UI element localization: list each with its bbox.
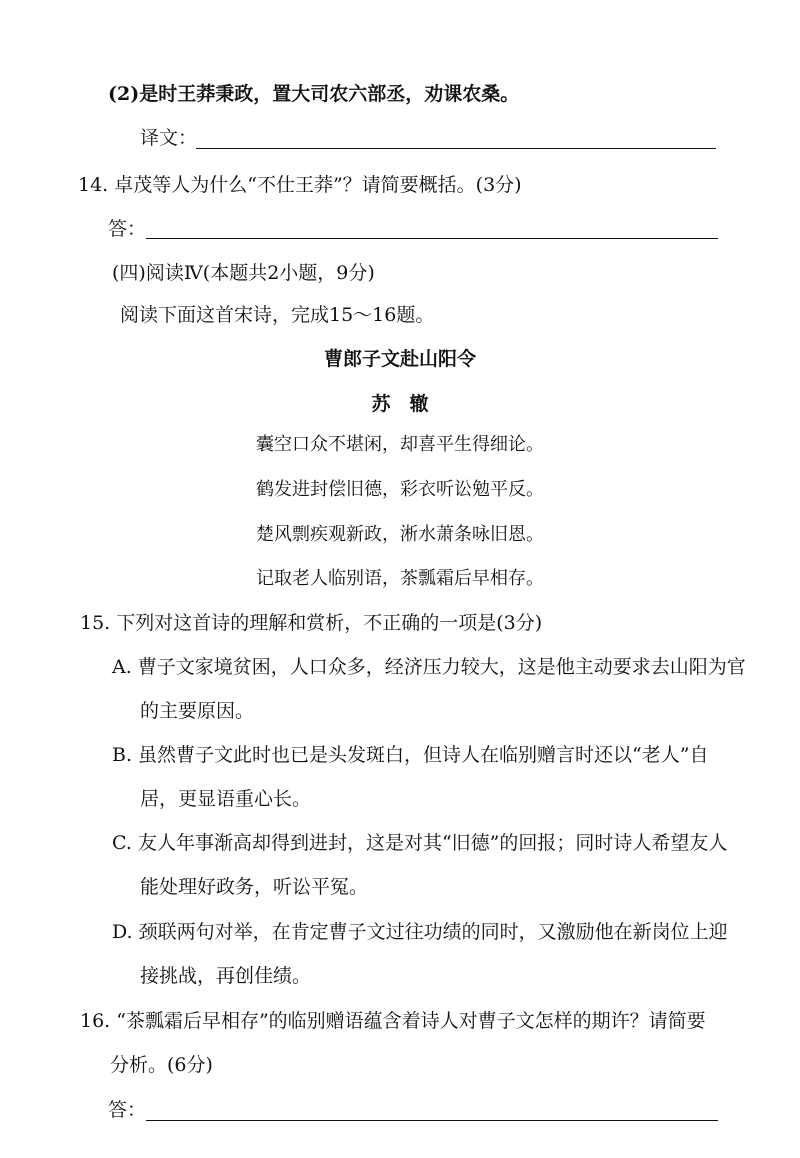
q16-stem: 16. “茶瓢霜后早相存”的临别赠语蕴含着诗人对曹子文怎样的期许？请简要 — [80, 1010, 706, 1032]
q15-option-b[interactable]: B. 虽然曹子文此时也已是头发斑白，但诗人在临别赠言时还以“老人”自 — [112, 744, 709, 766]
poem-title: 曹郎子文赴山阳令 — [323, 348, 476, 370]
q14-stem: 14. 卓茂等人为什么“不仕王莽”？请简要概括。(3分) — [78, 174, 522, 196]
poem-line-4: 记取老人临别语，茶瓢霜后早相存。 — [256, 568, 544, 589]
q15-option-a-cont: 的主要原因。 — [140, 700, 255, 722]
q15-stem: 15. 下列对这首诗的理解和赏析，不正确的一项是(3分) — [80, 612, 543, 634]
q15-option-b-cont: 居，更显语重心长。 — [140, 788, 312, 810]
q15-option-c-cont: 能处理好政务，听讼平冤。 — [140, 876, 369, 898]
section4-instruction: 阅读下面这首宋诗，完成15～16题。 — [120, 304, 435, 326]
poem-author: 苏 辙 — [371, 393, 429, 415]
q13-translation-label: 译文： — [140, 127, 198, 149]
q14-answer-label: 答： — [108, 218, 147, 240]
q15-option-a[interactable]: A. 曹子文家境贫困，人口众多，经济压力较大，这是他主动要求去山阳为官 — [112, 656, 746, 678]
q15-option-d[interactable]: D. 颈联两句对举，在肯定曹子文过往功绩的同时，又激励他在新岗位上迎 — [112, 921, 728, 943]
section4-heading: (四)阅读Ⅳ(本题共2小题，9分) — [112, 262, 375, 284]
q16-answer-line[interactable] — [146, 1120, 718, 1121]
q16-stem-cont: 分析。(6分) — [110, 1054, 213, 1076]
poem-line-3: 楚风剽疾观新政，淅水萧条咏旧恩。 — [256, 524, 544, 545]
poem-line-1: 囊空口众不堪闲，却喜平生得细论。 — [256, 434, 544, 455]
q15-option-d-cont: 接挑战，再创佳绩。 — [140, 965, 312, 987]
q16-answer-label: 答： — [108, 1099, 147, 1121]
poem-line-2: 鹤发进封偿旧德，彩衣听讼勉平反。 — [256, 479, 544, 500]
q13-translation-answer-line[interactable] — [196, 148, 716, 149]
q15-option-c[interactable]: C. 友人年事渐高却得到进封，这是对其“旧德”的回报；同时诗人希望友人 — [112, 832, 728, 854]
q14-answer-line[interactable] — [146, 238, 718, 239]
q13-item2-sentence: (2)是时王莽秉政，置大司农六部丞，劝课农桑。 — [108, 83, 520, 105]
